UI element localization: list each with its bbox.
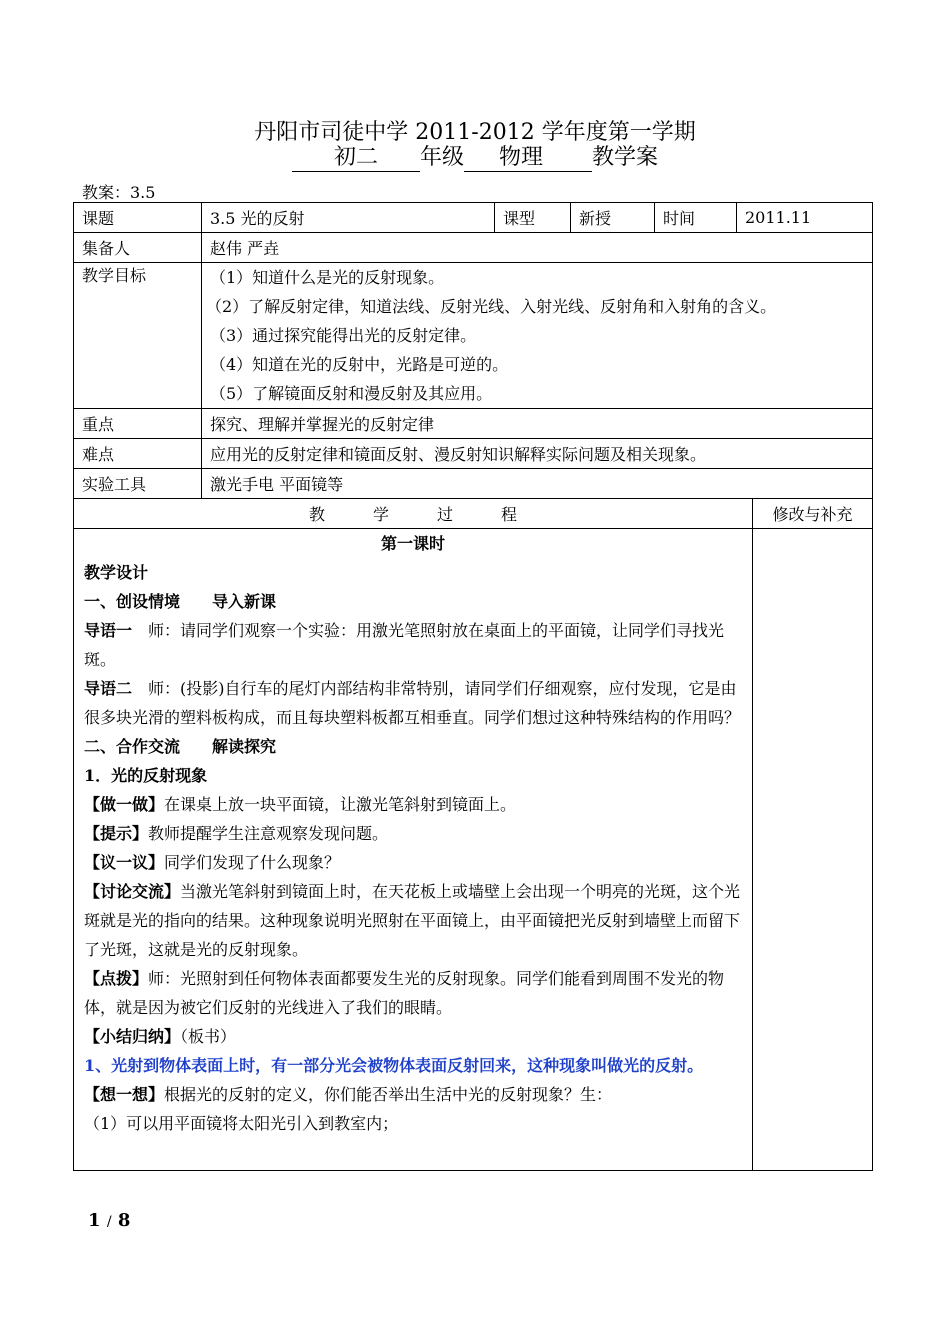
subsection-heading: 1．光的反射现象 <box>84 766 208 785</box>
goals-label: 教学目标 <box>74 263 202 409</box>
plan-label: 教案：3.5 <box>82 183 156 202</box>
process-content <box>74 529 753 1171</box>
notes-column <box>753 529 873 1171</box>
grade-field: 初二 <box>292 145 420 172</box>
section-heading: 二、合作交流 解读探究 <box>84 737 277 756</box>
paragraph: 【议一议】同学们发现了什么现象？ <box>84 853 341 872</box>
tools-label: 实验工具 <box>74 469 202 499</box>
prep-label: 集备人 <box>74 233 202 263</box>
paragraph: 【小结归纳】（板书） <box>84 1027 237 1046</box>
paragraph: 【点拨】师：光照射到任何物体表面都要发生光的反射现象。同学们能看到周围不发光的物体，就是因为被它们反射的光线进入了我们的眼睛。 <box>84 969 725 1017</box>
plan-title: 教学案 <box>591 145 658 170</box>
difficult-label: 难点 <box>74 439 202 469</box>
topic-value: 3.5 光的反射 <box>202 203 495 233</box>
goal-item: （2）了解反射定律，知道法线、反射光线、入射光线、反射角和入射角的含义。 <box>206 297 777 316</box>
paragraph: 【做一做】在课桌上放一块平面镜，让激光笔斜射到镜面上。 <box>84 795 517 814</box>
difficult-value: 应用光的反射定律和镜面反射、漫反射知识解释实际问题及相关现象。 <box>202 439 873 469</box>
lesson-plan-table <box>73 202 873 1171</box>
paragraph: 【想一想】根据光的反射的定义，你们能否举出生活中光的反射现象？生： <box>84 1085 613 1104</box>
time-value: 2011.11 <box>737 203 873 233</box>
tools-value: 激光手电 平面镜等 <box>202 469 873 499</box>
key-label: 重点 <box>74 409 202 439</box>
paragraph: 导语一 师：请同学们观察一个实验：用激光笔照射放在桌面上的平面镜，让同学们寻找光斑。 <box>84 621 725 669</box>
paragraph: 【讨论交流】当激光笔斜射到镜面上时，在天花板上或墙壁上会出现一个明亮的光斑，这个光斑就是光的指向的结果。这种现象说明光照射在平面镜上，由平面镜把光反射到墙壁上而留下了光斑，这就是光的反射现象。 <box>84 882 741 959</box>
paragraph: （1）可以用平面镜将太阳光引入到教室内； <box>84 1114 399 1133</box>
goal-item: （1）知道什么是光的反射现象。 <box>210 268 445 287</box>
key-value: 探究、理解并掌握光的反射定律 <box>202 409 873 439</box>
design-heading: 教学设计 <box>84 563 149 582</box>
goals-list <box>202 263 873 409</box>
goal-item: （5）了解镜面反射和漫反射及其应用。 <box>210 384 493 403</box>
type-value: 新授 <box>571 203 655 233</box>
grade-suffix: 年级 <box>419 145 464 170</box>
goal-item: （3）通过探究能得出光的反射定律。 <box>210 326 477 345</box>
type-label: 课型 <box>495 203 571 233</box>
definition: 1、光射到物体表面上时，有一部分光会被物体表面反射回来，这种现象叫做光的反射。 <box>84 1056 704 1075</box>
subject-field: 物理 <box>464 145 592 172</box>
notes-heading: 修改与补充 <box>753 499 873 529</box>
topic-label: 课题 <box>74 203 202 233</box>
section-heading: 一、创设情境 导入新课 <box>84 592 277 611</box>
document-title: 丹阳市司徒中学 2011-2012 学年度第一学期 <box>254 120 696 145</box>
time-label: 时间 <box>655 203 737 233</box>
paragraph: 【提示】教师提醒学生注意观察发现问题。 <box>84 824 389 843</box>
paragraph: 导语二 师：(投影)自行车的尾灯内部结构非常特别，请同学们仔细观察，应付发现，它是由很多块光滑的塑料板构成，而且每块塑料板都互相垂直。同学们想过这种特殊结构的作用吗？ <box>84 679 741 727</box>
lesson-title: 第一课时 <box>380 534 445 553</box>
document-subtitle <box>0 145 950 172</box>
goal-item: （4）知道在光的反射中，光路是可逆的。 <box>210 355 509 374</box>
page-number: 1 / 8 <box>88 1210 131 1231</box>
process-heading: 教 学 过 程 <box>74 499 753 529</box>
prep-value: 赵伟 严垚 <box>202 233 873 263</box>
